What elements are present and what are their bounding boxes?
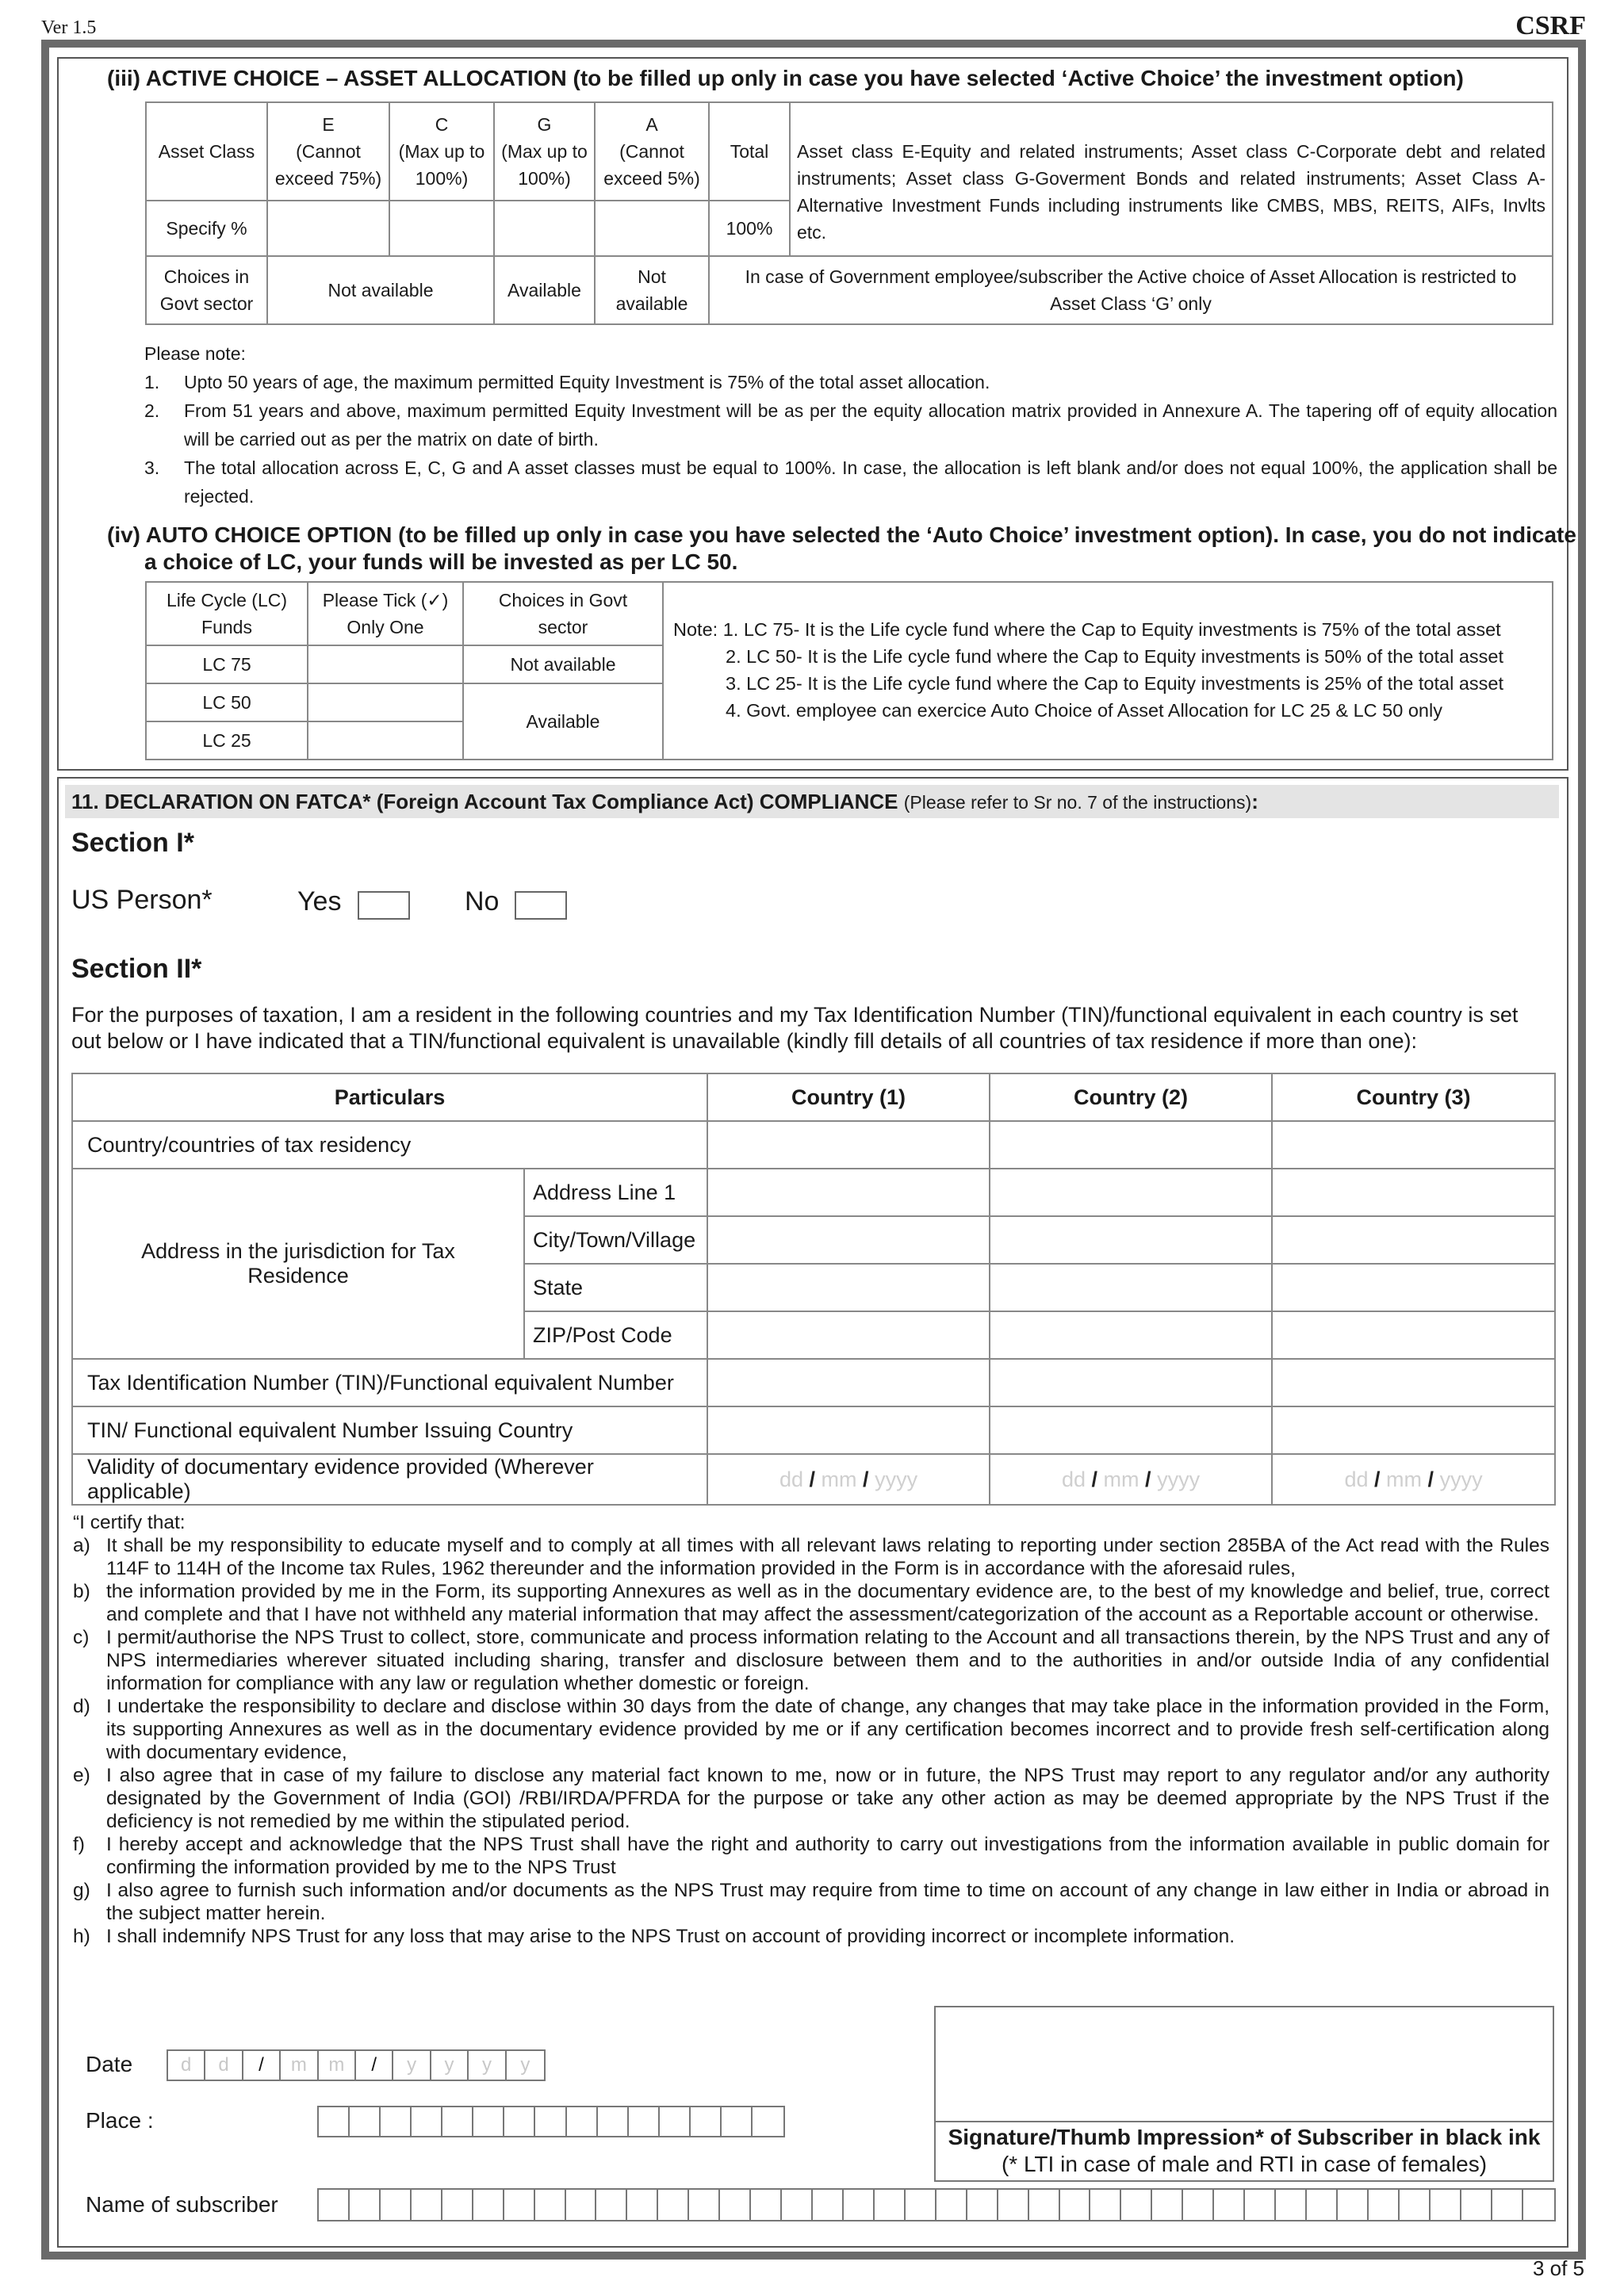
char-cell[interactable] [720,2190,751,2220]
char-cell[interactable] [412,2190,442,2220]
lc25-label: LC 25 [146,721,308,760]
char-cell[interactable] [381,2107,412,2136]
char-cell[interactable] [875,2190,906,2220]
tin-c1[interactable] [707,1359,990,1406]
lc50-label: LC 50 [146,683,308,721]
govt-sector-label: Choices in Govt sector [146,256,267,324]
char-cell[interactable] [504,2107,535,2136]
char-cell[interactable] [1245,2190,1276,2220]
char-cell[interactable] [381,2190,412,2220]
specify-a-input[interactable] [595,201,709,256]
govt-a-availability: Not available [595,256,709,324]
char-cell[interactable] [442,2190,473,2220]
char-cell[interactable] [1276,2190,1307,2220]
certify-item: f) I hereby accept and acknowledge that the NPS Trust shall have the right and authority to carry out investigations from the information available in public domain for confirming the information provided by me to the NPS Trust [73,1834,1549,1878]
certify-item: c) I permit/authorise the NPS Trust to collect, store, communicate and process information relating to the Account and all transactions therein, by the NPS Trust and any of NPS intermediaries wherever situated including sharing, transfer and disclosure between them and to the authorities in and/or outside India of any confidential information for compliance with any law or regulation whether domestic or foreign. [73,1627,1549,1694]
fatca-heading: 11. DECLARATION ON FATCA* (Foreign Account Tax Compliance Act) COMPLIANCE (Please refer to Sr no. 7 of the instructions): [65,785,1559,818]
city-c2[interactable] [990,1216,1272,1264]
char-cell[interactable] [691,2107,722,2136]
specify-c-input[interactable] [389,201,494,256]
char-cell[interactable] [350,2190,381,2220]
please-note-label: Please note: [144,343,246,364]
auto-choice-title: (iv) AUTO CHOICE OPTION (to be filled up only in case you have selected the ‘Auto Choice’ investment option). In case, you do not indicate [107,522,1576,547]
lc25-tick-box[interactable] [308,721,463,760]
char-cell[interactable] [722,2107,753,2136]
asset-allocation-table [145,101,1553,325]
char-cell[interactable] [566,2190,597,2220]
signature-note: (* LTI in case of male and RTI in case of females) [1001,2152,1488,2176]
col-a-header: A (Cannot exceed 5%) [595,102,709,201]
certification-list [73,1511,1549,1948]
char-cell[interactable] [535,2190,566,2220]
residency-country-2[interactable] [990,1121,1272,1169]
tin-c2[interactable] [990,1359,1272,1406]
address-line-1-c1[interactable] [707,1169,990,1216]
certify-intro: “I certify that: [73,1512,186,1533]
yes-label: Yes [297,886,342,916]
char-cell[interactable] [1523,2190,1554,2220]
certify-item: a) It shall be my responsibility to educate myself and to comply at all times with all relevant laws relating to reporting under section 285BA of the Act read with the Rules 114F to 114H of the Income tax Rules, 1962 thereunder and the information provided in the Form is in accordance with the aforesaid rules, [73,1535,1549,1579]
char-cell[interactable] [906,2190,936,2220]
us-person-label: US Person* [71,885,213,915]
char-cell[interactable] [1369,2190,1400,2220]
city-c3[interactable] [1272,1216,1555,1264]
section-1-title: Section I* [71,828,194,858]
char-cell[interactable] [1152,2190,1183,2220]
lifecycle-notes: Note: 1. LC 75- It is the Life cycle fund where the Cap to Equity investments is 75% of the total asset 2. LC 50- It is the Life cycle fund where the Cap to Equity investments is 50% of the total asset 3. LC 25- It is the Life cycle fund where the Cap to Equity investments is 25% of the total asset 4. Govt. employee can exercice Auto Choice of Asset Allocation for LC 25 & LC 50 only [663,582,1553,760]
char-cell[interactable] [1307,2190,1338,2220]
certify-item: d) I undertake the responsibility to declare and disclose within 30 days from the date of change, any changes that may take place in the information provided in the Form, its supporting Annexures as well as in the documentary evidence provided by me or if any certification becomes incorrect and to provide fresh self-certification along with documentary evidence, [73,1696,1549,1763]
char-cell[interactable] [998,2190,1029,2220]
char-cell[interactable] [319,2107,350,2136]
char-cell[interactable] [1183,2190,1214,2220]
char-cell[interactable] [1492,2190,1523,2220]
zip-c3[interactable] [1272,1311,1555,1359]
city-label: City/Town/Village [524,1216,707,1264]
validity-date-c2[interactable]: dd / mm / yyyy [990,1454,1272,1505]
total-value: 100% [709,201,790,256]
lc75-govt: Not available [463,645,663,683]
date-label: Date [86,2052,133,2076]
char-cell[interactable] [753,2107,783,2136]
total-header: Total [709,102,790,201]
tin-label: Tax Identification Number (TIN)/Functional equivalent Number [72,1359,707,1406]
state-c1[interactable] [707,1264,990,1311]
version-label: Ver 1.5 [41,17,97,38]
char-cell[interactable] [1121,2190,1152,2220]
char-cell[interactable] [1029,2190,1060,2220]
col-g-header: G (Max up to 100%) [494,102,595,201]
char-cell[interactable] [535,2107,566,2136]
certify-item: h) I shall indemnify NPS Trust for any loss that may arise to the NPS Trust on account of providing incorrect or incomplete information. [73,1926,1235,1947]
note-item: 1. Upto 50 years of age, the maximum permitted Equity Investment is 75% of the total asset allocation. [144,372,990,392]
signature-title: Signature/Thumb Impression* of Subscriber in black ink [948,2125,1541,2149]
city-c1[interactable] [707,1216,990,1264]
certify-item: g) I also agree to furnish such information and/or documents as the NPS Trust may require from time to time on account of any change in law either in India or abroad in the subject matter herein. [73,1880,1549,1924]
state-c3[interactable] [1272,1264,1555,1311]
char-cell[interactable] [658,2190,689,2220]
lifecycle-fund-table [145,581,1553,760]
char-cell[interactable] [1090,2190,1121,2220]
us-person-yes-checkbox[interactable] [358,891,410,920]
tin-country-c3[interactable] [1272,1406,1555,1454]
char-cell[interactable] [936,2190,967,2220]
section-2-title: Section II* [71,954,202,984]
certify-item: b) the information provided by me in the Form, its supporting Annexures as well as in the documentary evidence are, to the best of my knowledge and belief, true, correct and complete and that I have not withheld any material information that may affect the assessment/categorization of the account as a Reportable account or otherwise. [73,1581,1549,1625]
char-cell[interactable] [504,2190,535,2220]
validity-date-c1[interactable]: dd / mm / yyyy [707,1454,990,1505]
asset-class-description: Asset class E-Equity and related instruments; Asset class C-Corporate debt and related instruments; Asset class G-Goverment Bonds and related instruments; Asset Class A-Alternative Investment Funds including instruments like CMBS, MBS, REITS, AIFs, Invlts etc. [790,102,1553,256]
govt-choice-header: Choices in Govt sector [463,582,663,645]
address-line-1-c3[interactable] [1272,1169,1555,1216]
char-cell[interactable] [473,2190,504,2220]
char-cell[interactable] [567,2107,598,2136]
char-cell[interactable] [1461,2190,1492,2220]
char-cell[interactable] [1338,2190,1369,2220]
char-cell[interactable] [751,2190,782,2220]
col-e-header: E (Cannot exceed 75%) [267,102,389,201]
tax-residency-table [71,1073,1556,1506]
note-item: 2. From 51 years and above, maximum permitted Equity Investment will be as per the equity allocation matrix provided in Annexure A. The tapering off of equity allocation will be carried out as per the matrix on date of birth. [144,400,1557,450]
char-cell[interactable] [629,2107,660,2136]
zip-label: ZIP/Post Code [524,1311,707,1359]
govt-ec-availability: Not available [267,256,494,324]
char-cell[interactable] [627,2190,658,2220]
state-c2[interactable] [990,1264,1272,1311]
lc50-tick-box[interactable] [308,683,463,721]
tax-residency-intro: For the purposes of taxation, I am a resident in the following countries and my Tax Identification Number (TIN)/functional equivalent in each country is set out below or I have indicated that a TIN/functional equivalent is unavailable (kindly fill details of all countries of tax residence if more than one): [71,1003,1519,1053]
address-line-1-c2[interactable] [990,1169,1272,1216]
char-cell[interactable] [598,2107,629,2136]
certify-item: e) I also agree that in case of my failure to disclose any material fact known to me, now or in future, the NPS Trust may report to any regulator and/or any authority designated by the Government of India (GOI) /RBI/IRDA/PFRDA for the purpose or take any other action as may be deemed appropriate by the NPS Trust if the deficiency is not remedied by me within the stipulated period. [73,1765,1549,1832]
zip-c1[interactable] [707,1311,990,1359]
char-cell[interactable] [1431,2190,1461,2220]
char-cell[interactable] [967,2190,998,2220]
lc75-tick-box[interactable] [308,645,463,683]
date-input[interactable]: d d / m m / y y y y [167,2049,546,2081]
residency-country-1[interactable] [707,1121,990,1169]
lc-funds-header: Life Cycle (LC) Funds [146,582,308,645]
us-person-no-checkbox[interactable] [515,891,567,920]
char-cell[interactable] [689,2190,720,2220]
char-cell[interactable] [1214,2190,1245,2220]
name-input[interactable] [317,2188,1556,2221]
signature-box[interactable] [934,2006,1554,2182]
address-jurisdiction-label: Address in the jurisdiction for Tax Residence [72,1169,524,1359]
char-cell[interactable] [596,2190,627,2220]
tin-c3[interactable] [1272,1359,1555,1406]
place-input[interactable] [317,2106,785,2137]
char-cell[interactable] [319,2190,350,2220]
char-cell[interactable] [1060,2190,1091,2220]
active-choice-title: (iii) ACTIVE CHOICE – ASSET ALLOCATION (to be filled up only in case you have selected ‘Active Choice’ the investment option) [107,66,1464,90]
char-cell[interactable] [813,2190,844,2220]
state-label: State [524,1264,707,1311]
no-label: No [465,886,500,916]
name-label: Name of subscriber [86,2192,278,2217]
specify-e-input[interactable] [267,201,389,256]
form-code: CSRF [1515,11,1586,40]
tin-country-c1[interactable] [707,1406,990,1454]
active-choice-notes [144,339,1557,511]
specify-g-input[interactable] [494,201,595,256]
char-cell[interactable] [442,2107,473,2136]
char-cell[interactable] [473,2107,504,2136]
lc75-label: LC 75 [146,645,308,683]
govt-note: In case of Government employee/subscriber the Active choice of Asset Allocation is restricted to Asset Class ‘G’ only [709,256,1553,324]
char-cell[interactable] [350,2107,381,2136]
country-2-header: Country (2) [990,1073,1272,1121]
col-c-header: C (Max up to 100%) [389,102,494,201]
tick-header: Please Tick (✓) Only One [308,582,463,645]
note-item: 3. The total allocation across E, C, G and A asset classes must be equal to 100%. In case, the allocation is left blank and/or does not equal 100%, the application shall be rejected. [144,457,1557,507]
specify-label: Specify % [146,201,267,256]
residency-label: Country/countries of tax residency [72,1121,707,1169]
asset-class-label: Asset Class [146,102,267,201]
country-1-header: Country (1) [707,1073,990,1121]
tin-country-c2[interactable] [990,1406,1272,1454]
particulars-header: Particulars [72,1073,707,1121]
char-cell[interactable] [660,2107,691,2136]
place-label: Place : [86,2108,154,2133]
residency-country-3[interactable] [1272,1121,1555,1169]
auto-choice-title-2: a choice of LC, your funds will be invested as per LC 50. [144,549,738,574]
lc50-25-govt: Available [463,683,663,760]
zip-c2[interactable] [990,1311,1272,1359]
page-number: 3 of 5 [1532,2256,1584,2280]
tin-country-label: TIN/ Functional equivalent Number Issuing Country [72,1406,707,1454]
char-cell[interactable] [844,2190,875,2220]
char-cell[interactable] [412,2107,442,2136]
govt-g-availability: Available [494,256,595,324]
country-3-header: Country (3) [1272,1073,1555,1121]
char-cell[interactable] [782,2190,813,2220]
validity-date-c3[interactable]: dd / mm / yyyy [1272,1454,1555,1505]
validity-label: Validity of documentary evidence provided (Wherever applicable) [72,1454,707,1505]
address-line-1-label: Address Line 1 [524,1169,707,1216]
char-cell[interactable] [1400,2190,1431,2220]
